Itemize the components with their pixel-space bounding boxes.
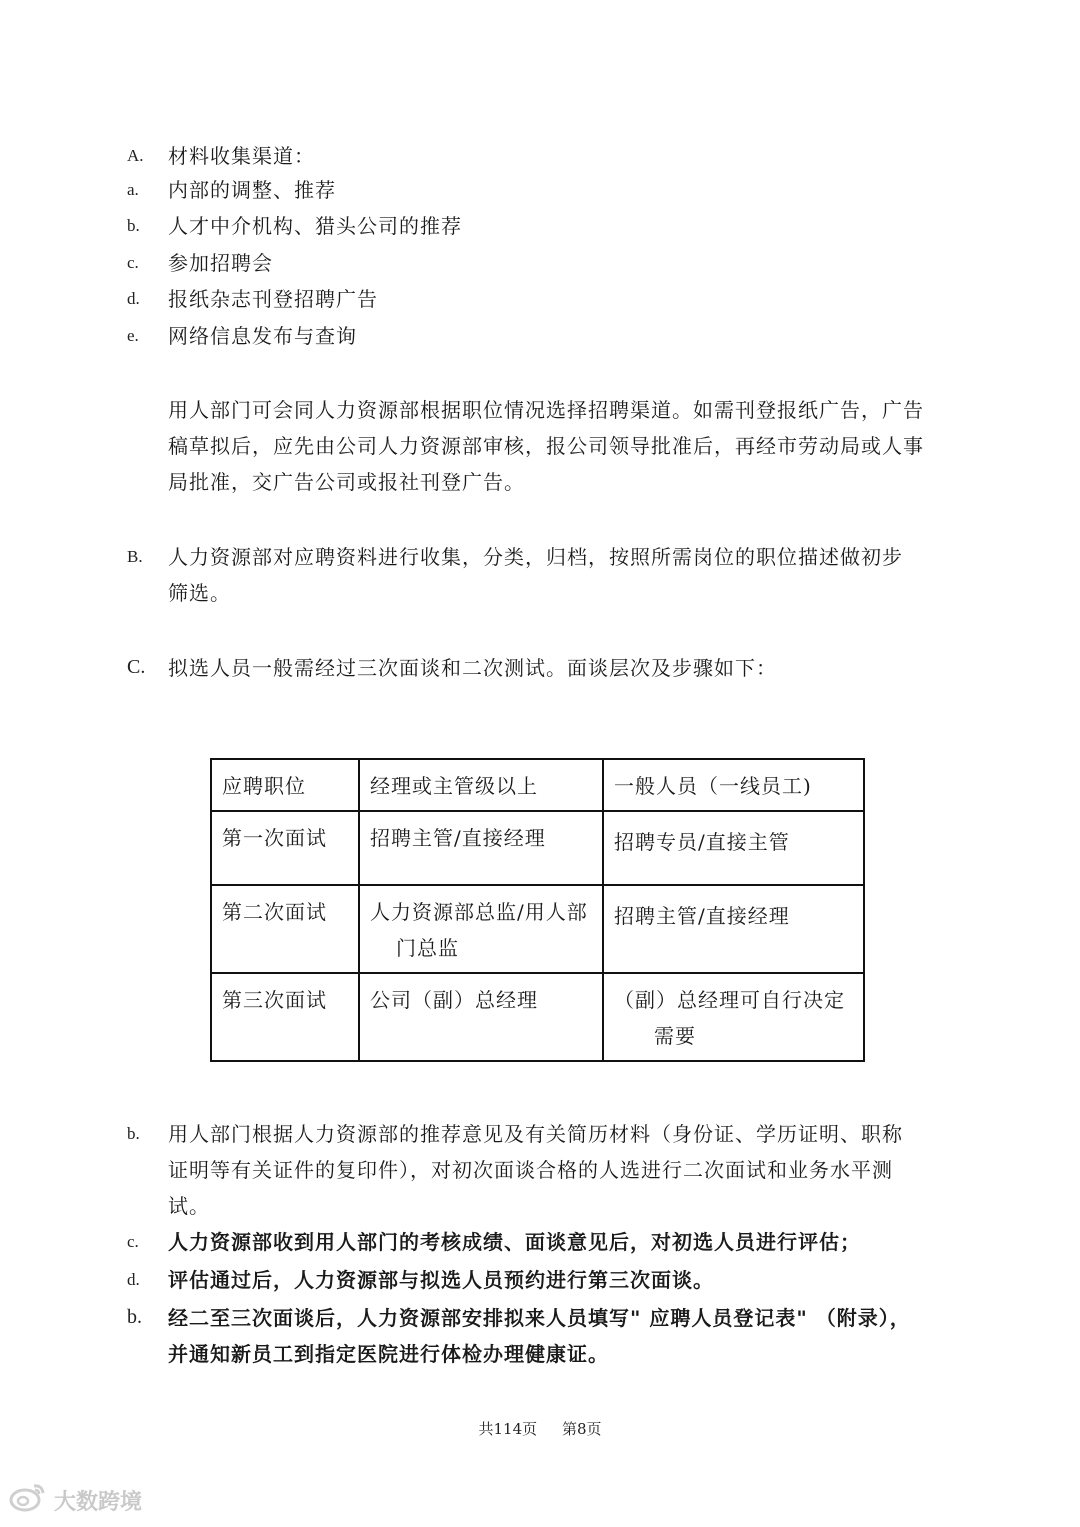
list-text: 人才中介机构、猎头公司的推荐 — [168, 214, 462, 238]
table-header-cell: 应聘职位 — [211, 759, 359, 811]
list-text: 人力资源部收到用人部门的考核成绩、面谈意见后，对初选人员进行评估； — [168, 1230, 861, 1254]
list-marker: b. — [127, 216, 140, 235]
cell-line: 招聘专员/直接主管 — [614, 830, 790, 854]
cell-line: 人力资源部总监/用人部 — [370, 900, 588, 924]
table-cell — [603, 885, 864, 973]
table-cell — [359, 885, 603, 973]
paragraph-line: 试。 — [168, 1194, 210, 1218]
section-marker: A. — [127, 146, 144, 165]
list-marker: b. — [127, 1124, 140, 1143]
paragraph-line: 筛选。 — [168, 581, 231, 605]
paragraph-line: 局批准，交广告公司或报社刊登广告。 — [168, 470, 525, 494]
table-row — [211, 811, 864, 885]
current-page: 第8页 — [561, 1420, 602, 1438]
table-cell-label: 第三次面试 — [211, 973, 359, 1061]
cell-line: 招聘主管/直接经理 — [614, 904, 790, 928]
list-marker: a. — [127, 180, 139, 199]
section-marker: C. — [127, 656, 146, 678]
cell-line: 公司（副）总经理 — [370, 988, 538, 1012]
list-marker: c. — [127, 1232, 139, 1251]
table-header-row — [211, 759, 864, 811]
table-row — [211, 885, 864, 973]
page-footer — [0, 1418, 1080, 1439]
list-text — [168, 1300, 958, 1372]
list-marker: c. — [127, 253, 139, 272]
table-cell — [359, 811, 603, 885]
list-marker: d. — [127, 1270, 140, 1289]
channel-paragraph — [168, 392, 958, 500]
section-b-text — [168, 539, 958, 611]
table-cell-label: 第二次面试 — [211, 885, 359, 973]
list-marker: b. — [127, 1306, 142, 1328]
paragraph-line: 用人部门可会同人力资源部根据职位情况选择招聘渠道。如需刊登报纸广告，广告 — [168, 398, 924, 422]
list-text — [168, 1116, 958, 1224]
table-header-cell: 经理或主管级以上 — [359, 759, 603, 811]
section-c-text: 拟选人员一般需经过三次面谈和二次测试。面谈层次及步骤如下： — [168, 656, 777, 680]
section-title: 材料收集渠道： — [168, 144, 315, 168]
total-pages: 共114页 — [478, 1420, 538, 1438]
table-cell — [603, 973, 864, 1061]
paragraph-line: 并通知新员工到指定医院进行体检办理健康证。 — [168, 1342, 609, 1366]
list-text: 报纸杂志刊登招聘广告 — [168, 287, 378, 311]
table-cell-label: 第一次面试 — [211, 811, 359, 885]
list-text: 评估通过后，人力资源部与拟选人员预约进行第三次面谈。 — [168, 1268, 714, 1292]
list-text: 内部的调整、推荐 — [168, 178, 336, 202]
paragraph-line: 稿草拟后，应先由公司人力资源部审核，报公司领导批准后，再经市劳动局或人事 — [168, 434, 924, 458]
table-header-cell: 一般人员（一线员工) — [603, 759, 864, 811]
watermark-text: 大数跨境 — [54, 1489, 143, 1515]
list-text: 网络信息发布与查询 — [168, 324, 357, 348]
paragraph-line: 经二至三次面谈后，人力资源部安排拟来人员填写" 应聘人员登记表" （附录）， — [168, 1306, 911, 1330]
paragraph-line: 人力资源部对应聘资料进行收集，分类，归档，按照所需岗位的职位描述做初步 — [168, 545, 903, 569]
cell-line: 招聘主管/直接经理 — [370, 826, 546, 850]
list-marker: d. — [127, 289, 140, 308]
table-cell — [359, 973, 603, 1061]
table-cell — [603, 811, 864, 885]
section-marker: B. — [127, 547, 143, 566]
cell-line: （副）总经理可自行决定 — [614, 988, 845, 1012]
list-text: 参加招聘会 — [168, 251, 273, 275]
cell-line: 需要 — [654, 1024, 696, 1048]
watermark — [8, 1480, 142, 1520]
cell-line: 门总监 — [396, 936, 459, 960]
interview-table — [210, 758, 865, 1062]
paragraph-line: 证明等有关证件的复印件），对初次面谈合格的人选进行二次面试和业务水平测 — [168, 1158, 893, 1182]
list-marker: e. — [127, 326, 139, 345]
paragraph-line: 用人部门根据人力资源部的推荐意见及有关简历材料（身份证、学历证明、职称 — [168, 1122, 903, 1146]
weibo-logo-icon — [8, 1481, 48, 1519]
table-row — [211, 973, 864, 1061]
